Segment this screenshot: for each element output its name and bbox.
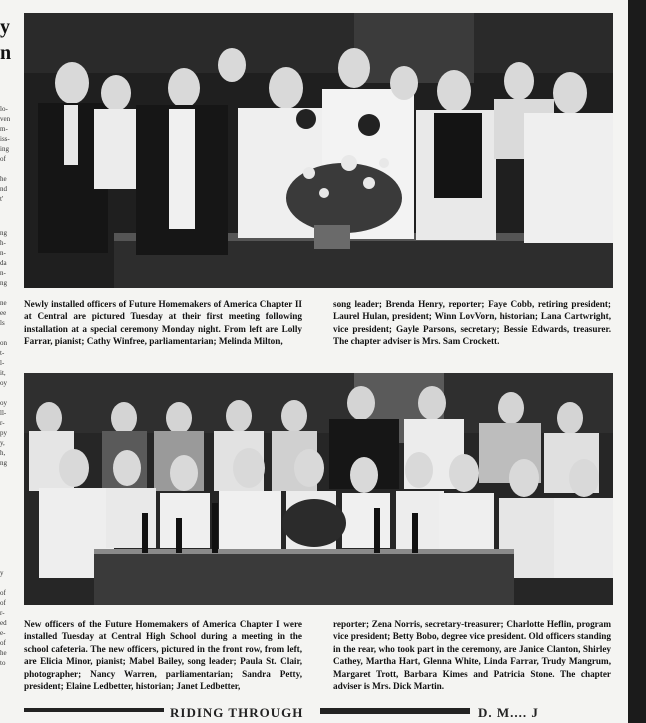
photo2-caption-right: reporter; Zena Norris, secretary-treasurer; Charlotte Heflin, program vice president; Betty Bobo, degree vice president. Old officers standing in the rear, who took part in the ceremony, are Janice Clanton, Shirley Cathey, Martha Hart, Glenna White, Linda Farrar, Trudy Mangrum, Margaret Trott, Barbara Kimes and Patricia Stone. The chapter adviser is Mrs. Dick Martin. bbox=[333, 619, 611, 692]
edge-fragment: e- bbox=[0, 629, 6, 637]
footer-rule-left bbox=[24, 708, 164, 712]
photo2-caption-left: New officers of the Future Homemakers of America Chapter I were installed Tuesday at Central High School during a meeting in the school cafeteria. The new officers, pictured in the front row, from left, are Elicia Minor, pianist; Mabel Bailey, song leader; Paula St. Clair, photographer; Nancy Warren, parliamentarian; Sandra Petty, president; Elaine Ledbetter, historian; Janet Ledbetter, bbox=[24, 619, 302, 692]
edge-fragment: lo- bbox=[0, 105, 8, 113]
edge-fragment: oy bbox=[0, 399, 7, 407]
edge-fragment: of bbox=[0, 639, 6, 647]
photo-chapter-ii-officers bbox=[24, 13, 613, 288]
edge-letter-n: n bbox=[0, 42, 12, 64]
footer-headline-right: D. M.... J bbox=[478, 705, 539, 720]
edge-fragment bbox=[0, 328, 20, 338]
edge-column-2 bbox=[0, 228, 20, 468]
edge-fragment: to bbox=[0, 659, 6, 667]
edge-fragment: of bbox=[0, 155, 6, 163]
edge-fragment: on bbox=[0, 339, 7, 347]
edge-fragment: ne bbox=[0, 299, 7, 307]
photo-chapter-i-officers bbox=[24, 373, 613, 605]
edge-column-3 bbox=[0, 568, 20, 668]
edge-fragment: y, bbox=[0, 439, 5, 447]
edge-fragment: l- bbox=[0, 359, 5, 367]
edge-fragment: y bbox=[0, 569, 4, 577]
edge-fragment: of bbox=[0, 599, 6, 607]
photo-chapter-i-image bbox=[24, 373, 613, 605]
edge-fragment: ng bbox=[0, 279, 7, 287]
edge-fragment: ng bbox=[0, 229, 7, 237]
edge-fragment: he bbox=[0, 649, 7, 657]
edge-fragment bbox=[0, 578, 20, 588]
edge-fragment: n- bbox=[0, 269, 6, 277]
edge-fragment: ven bbox=[0, 115, 11, 123]
edge-fragment: h, bbox=[0, 449, 6, 457]
edge-fragment: ee bbox=[0, 309, 7, 317]
edge-letter-y: y bbox=[0, 16, 10, 38]
footer-rule-right bbox=[320, 708, 470, 714]
edge-fragment: n- bbox=[0, 249, 6, 257]
edge-fragment: he bbox=[0, 175, 7, 183]
edge-fragment: it, bbox=[0, 369, 6, 377]
edge-fragment: py bbox=[0, 429, 7, 437]
edge-fragment: ing bbox=[0, 145, 9, 153]
page-edge-bar bbox=[628, 0, 646, 723]
photo1-caption-left: Newly installed officers of Future Homemakers of America Chapter II at Central are pictured Tuesday at their first meeting following installation at a special ceremony Monday night. From left are Lolly Farrar, pianist; Cathy Winfree, parliamentarian; Melinda Milton, bbox=[24, 299, 302, 347]
edge-fragment: da bbox=[0, 259, 7, 267]
edge-fragment bbox=[0, 388, 20, 398]
edge-fragment: t- bbox=[0, 349, 5, 357]
edge-fragment bbox=[0, 288, 20, 298]
edge-fragment bbox=[0, 164, 20, 174]
edge-fragment: m- bbox=[0, 125, 8, 133]
edge-fragment: r- bbox=[0, 419, 5, 427]
edge-fragment: ls bbox=[0, 319, 5, 327]
photo1-caption-right: song leader; Brenda Henry, reporter; Faye Cobb, retiring president; Laurel Hulan, president; Winn LovVorn, historian; Lana Cartwright, vice president; Gayle Parsons, secretary; Bessie Edwards, treasurer. The chapter adviser is Mrs. Sam Crockett. bbox=[333, 299, 611, 347]
edge-fragment: iss- bbox=[0, 135, 10, 143]
photo-chapter-ii-image bbox=[24, 13, 613, 288]
edge-fragment: ng bbox=[0, 459, 7, 467]
edge-fragment: of bbox=[0, 589, 6, 597]
edge-fragment: nd bbox=[0, 185, 7, 193]
edge-fragment: r- bbox=[0, 609, 5, 617]
edge-fragment: ll- bbox=[0, 409, 7, 417]
edge-fragment: t' bbox=[0, 195, 4, 203]
footer-headline-left: RIDING THROUGH bbox=[170, 705, 304, 720]
edge-fragment: ed bbox=[0, 619, 7, 627]
edge-fragment: oy bbox=[0, 379, 7, 387]
edge-column-1 bbox=[0, 104, 20, 204]
edge-fragment: h- bbox=[0, 239, 6, 247]
